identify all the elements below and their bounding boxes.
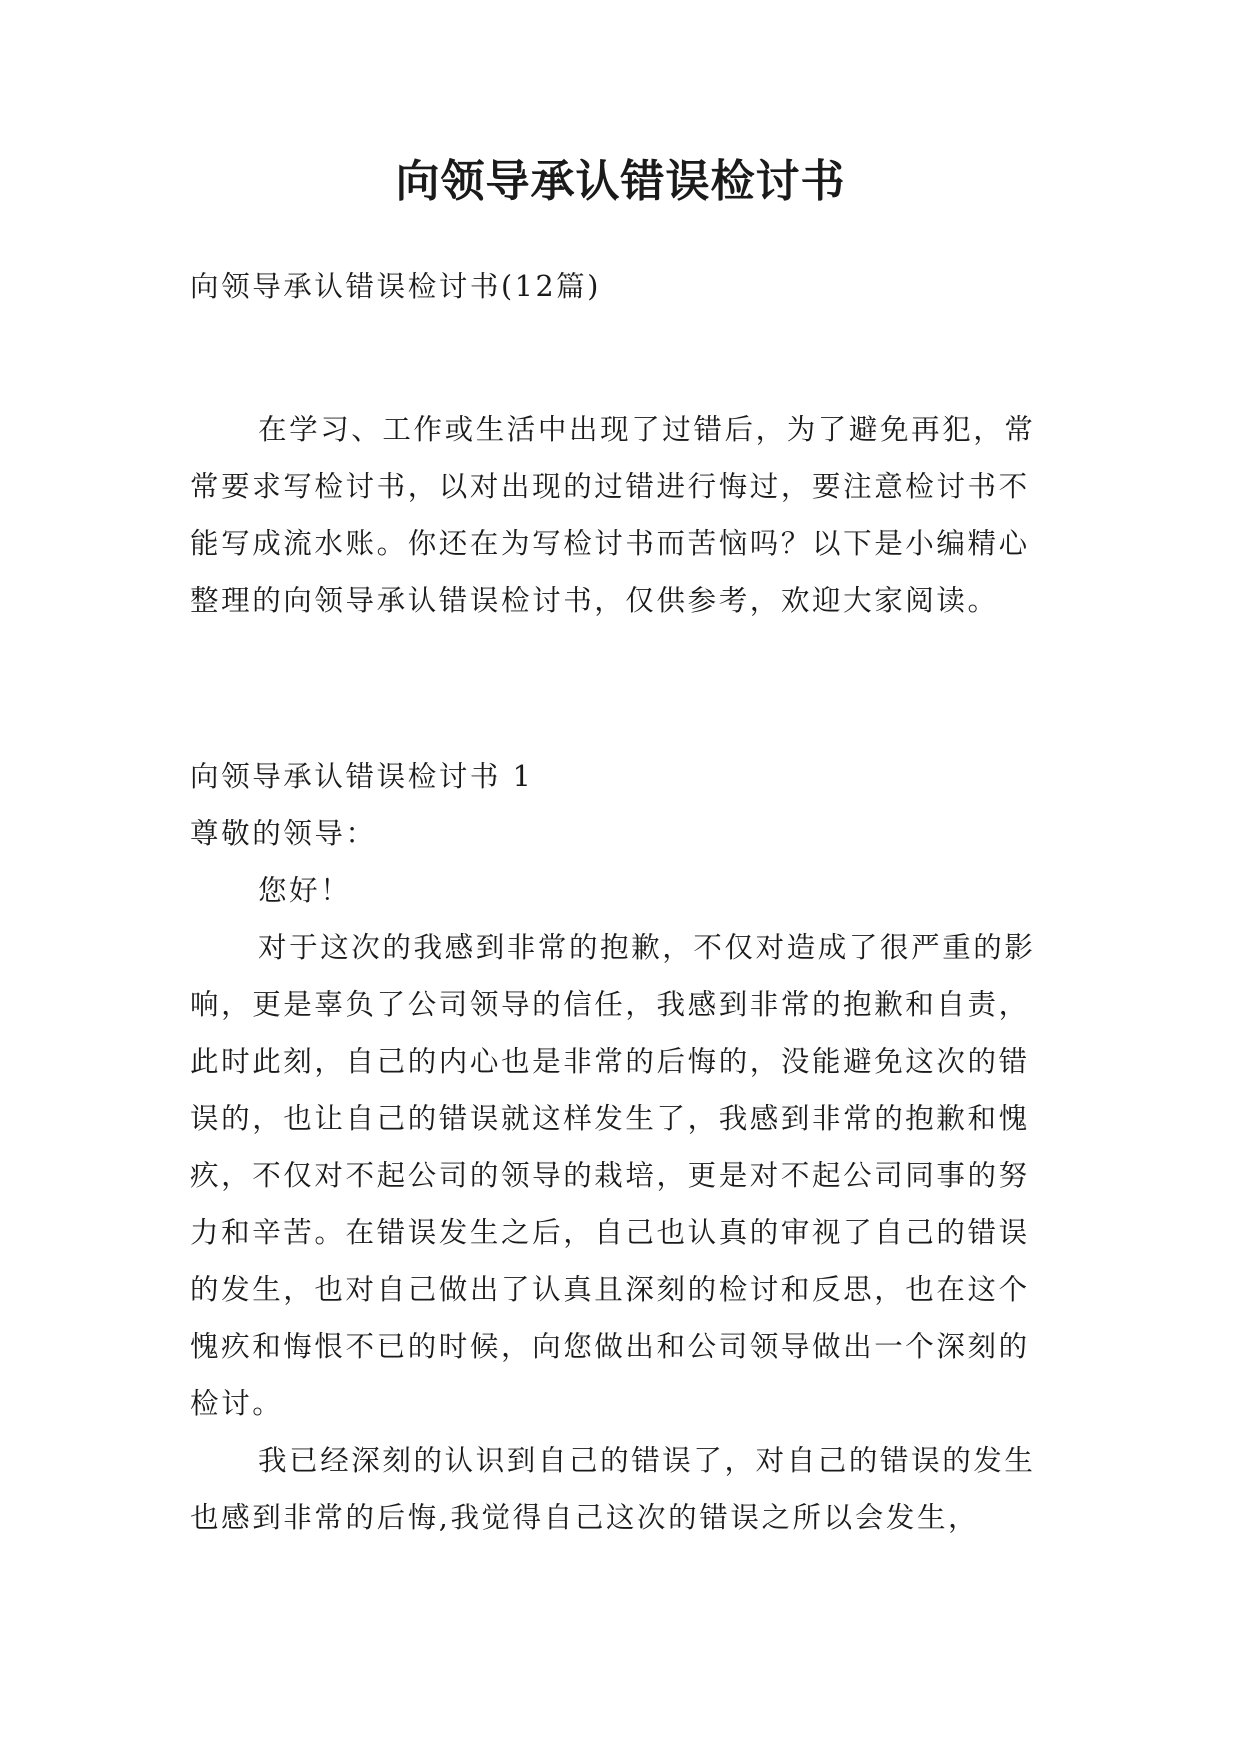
intro-section — [190, 401, 1060, 629]
section-heading: 向领导承认错误检讨书 1 — [190, 760, 534, 793]
letter-body — [190, 748, 1060, 1546]
greeting: 您好！ — [258, 874, 352, 907]
salutation: 尊敬的领导： — [190, 817, 377, 850]
body-paragraph: 我已经深刻的认识到自己的错误了，对自己的错误的发生也感到非常的后悔,我觉得自己这次的错误之所以会发生， — [190, 1444, 1036, 1534]
intro-paragraph: 在学习、工作或生活中出现了过错后，为了避免再犯，常常要求写检讨书，以对出现的过错进行悔过，要注意检讨书不能写成流水账。你还在为写检讨书而苦恼吗？以下是小编精心整理的向领导承认错误检讨书，仅供参考，欢迎大家阅读。 — [190, 413, 1036, 617]
body-paragraph: 对于这次的我感到非常的抱歉，不仅对造成了很严重的影响，更是辜负了公司领导的信任，我感到非常的抱歉和自责，此时此刻，自己的内心也是非常的后悔的，没能避免这次的错误的，也让自己的错误就这样发生了，我感到非常的抱歉和愧疚，不仅对不起公司的领导的栽培，更是对不起公司同事的努力和辛苦。在错误发生之后，自己也认真的审视了自己的错误的发生，也对自己做出了认真且深刻的检讨和反思，也在这个愧疚和悔恨不已的时候，向您做出和公司领导做出一个深刻的检讨。 — [190, 931, 1036, 1420]
subtitle-text: 向领导承认错误检讨书(12篇) — [190, 270, 602, 303]
document-subtitle — [190, 258, 1060, 315]
document-title: 向领导承认错误检讨书 — [395, 156, 846, 207]
